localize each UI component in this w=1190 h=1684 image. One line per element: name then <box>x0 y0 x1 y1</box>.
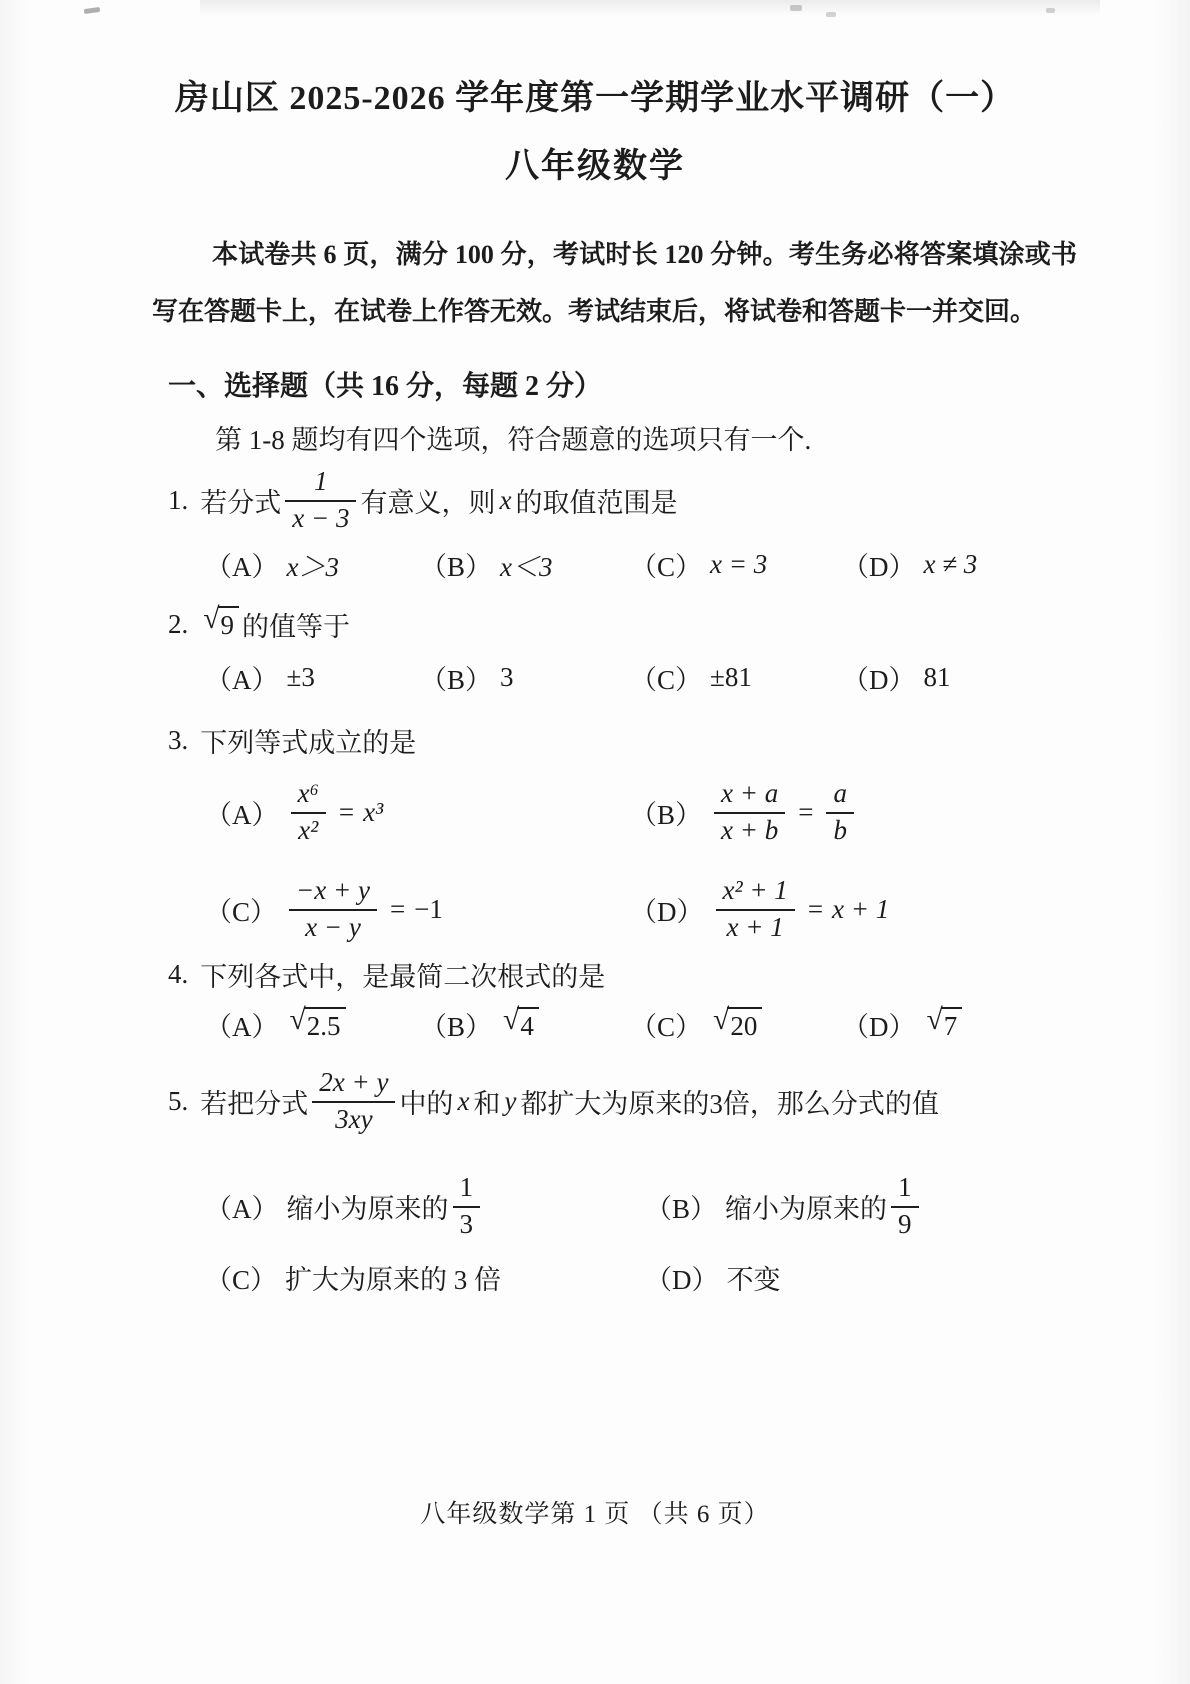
page-footer: 八年级数学第 1 页 （共 6 页） <box>420 1501 770 1528</box>
question-stem-text: 有意义，则 <box>360 487 496 518</box>
question-4 <box>168 952 1150 996</box>
square-root <box>503 1003 539 1042</box>
math-variable: y <box>504 1085 517 1116</box>
option-c <box>630 545 842 584</box>
option-label: （A） <box>205 799 279 830</box>
fraction <box>826 777 854 848</box>
math-variable: x <box>457 1085 470 1116</box>
fraction <box>289 874 377 945</box>
radicand: 9 <box>218 606 240 641</box>
fraction-denominator: 3 <box>459 1208 473 1239</box>
scan-speck <box>790 5 802 11</box>
math-variable: x <box>499 484 512 515</box>
fraction-numerator: x⁶ <box>291 777 326 814</box>
question-stem-text: 和 <box>473 1088 501 1119</box>
option-text: 不变 <box>726 1264 781 1295</box>
option-a <box>205 1005 420 1044</box>
question-stem-text: 都扩大为原来的3倍，那么分式的值 <box>520 1088 939 1119</box>
option-label: （B） <box>645 1193 718 1224</box>
option-d <box>842 658 1150 697</box>
option-value: 81 <box>923 662 951 692</box>
fraction-denominator: x + b <box>721 814 779 845</box>
equals-sign: = <box>389 893 406 924</box>
option-a <box>205 658 420 697</box>
fraction-numerator: 1 <box>891 1171 919 1208</box>
option-a <box>205 777 630 848</box>
question-number: 2. <box>168 608 189 639</box>
fraction-denominator: x − y <box>305 911 361 942</box>
question-number: 4. <box>168 958 189 989</box>
option-a <box>205 1171 645 1242</box>
radical-sign: √ <box>713 1003 730 1036</box>
option-label: （A） <box>205 665 279 695</box>
option-value: x ≠ 3 <box>923 549 978 579</box>
option-label: （B） <box>420 665 493 695</box>
fraction <box>891 1171 919 1242</box>
question-4-options <box>205 1005 1150 1044</box>
option-text: 缩小为原来的 <box>286 1193 449 1224</box>
fraction <box>453 1171 481 1242</box>
question-1 <box>168 455 1150 545</box>
option-label: （C） <box>630 1012 703 1042</box>
option-b <box>420 658 630 697</box>
question-number: 1. <box>168 484 189 515</box>
fraction-numerator: 2x + y <box>312 1066 395 1103</box>
equals-sign: = <box>807 893 824 924</box>
square-root <box>713 1003 762 1042</box>
section-heading: 一、选择题（共 16 分，每题 2 分） <box>168 371 603 402</box>
option-value: 3 <box>500 662 514 692</box>
fraction-numerator: 1 <box>453 1171 481 1208</box>
fraction-denominator: b <box>833 814 847 845</box>
option-c <box>630 1005 842 1044</box>
option-b <box>420 1005 630 1044</box>
question-stem-text: 中的 <box>399 1088 454 1119</box>
radicand: 20 <box>727 1007 762 1042</box>
option-b <box>420 545 630 584</box>
option-d <box>842 1005 1150 1044</box>
fraction <box>714 777 785 848</box>
option-label: （C） <box>630 665 703 695</box>
fraction-numerator: a <box>826 777 854 814</box>
scan-speck <box>1046 8 1055 13</box>
radical-sign: √ <box>503 1003 520 1036</box>
question-1-options <box>205 545 1150 584</box>
fraction-numerator: x + a <box>714 777 785 814</box>
fraction <box>716 874 795 945</box>
question-5-options-row-1 <box>205 1162 1150 1250</box>
radical-sign: √ <box>926 1003 943 1036</box>
equation-rhs: −1 <box>414 893 443 924</box>
scan-smudge <box>200 0 1100 16</box>
option-label: （B） <box>420 1012 493 1042</box>
option-label: （A） <box>205 1193 279 1224</box>
exam-instructions: 本试卷共 6 页，满分 100 分，考试时长 120 分钟。考生务必将答案填涂或书写在答题卡上，在试卷上作答无效。考试结束后，将试卷和答题卡一并交回。 <box>152 240 1077 327</box>
question-5-options-row-2 <box>205 1255 1150 1299</box>
option-a <box>205 545 420 584</box>
option-b <box>645 1171 1150 1242</box>
option-value: ±3 <box>286 662 315 692</box>
option-label: （D） <box>630 896 704 927</box>
question-2 <box>168 602 1150 646</box>
radical-sign: √ <box>289 1003 306 1036</box>
fraction-denominator: x + 1 <box>726 911 784 942</box>
fraction-numerator: −x + y <box>289 874 377 911</box>
fraction-denominator: x − 3 <box>292 502 350 533</box>
question-stem-text: 下列等式成立的是 <box>200 727 417 758</box>
fraction <box>312 1066 395 1137</box>
option-label: （D） <box>842 665 916 695</box>
fraction <box>291 777 326 848</box>
question-stem-prefix: 若分式 <box>200 487 282 518</box>
option-label: （C） <box>205 896 278 927</box>
question-stem-prefix: 若把分式 <box>200 1088 309 1119</box>
exam-title: 房山区 2025-2026 学年度第一学期学业水平调研（一） <box>174 80 1016 117</box>
equation-rhs: x³ <box>363 796 384 827</box>
radicand: 7 <box>941 1007 963 1042</box>
square-root <box>926 1003 963 1042</box>
fraction-numerator: 1 <box>285 465 356 502</box>
option-label: （C） <box>205 1264 278 1295</box>
scan-speck <box>826 12 836 17</box>
question-number: 5. <box>168 1085 189 1116</box>
question-5 <box>168 1055 1150 1147</box>
question-2-options <box>205 658 1150 697</box>
option-d <box>645 1258 1150 1297</box>
option-label: （D） <box>842 1012 916 1042</box>
question-3 <box>168 718 1150 762</box>
option-value: ±81 <box>710 662 752 692</box>
exam-subtitle: 八年级数学 <box>505 148 685 185</box>
option-label: （D） <box>842 552 916 582</box>
radicand: 4 <box>517 1007 539 1042</box>
option-label: （C） <box>630 552 703 582</box>
option-c <box>630 658 842 697</box>
radical-sign: √ <box>203 603 220 636</box>
option-value: x＞3 <box>286 552 339 582</box>
question-3-options-row-2 <box>205 860 1150 958</box>
fraction-denominator: x² <box>298 814 319 845</box>
fraction-denominator: 3xy <box>335 1103 373 1134</box>
question-stem-text: 的值等于 <box>242 611 351 642</box>
option-c <box>205 874 630 945</box>
option-d <box>630 874 1150 945</box>
question-stem-text: 下列各式中，是最简二次根式的是 <box>200 961 606 992</box>
fraction <box>285 465 356 536</box>
option-d <box>842 545 1150 584</box>
question-3-options-row-1 <box>205 763 1150 861</box>
equation-rhs: x + 1 <box>832 893 890 924</box>
fraction-numerator: x² + 1 <box>716 874 795 911</box>
equals-sign: = <box>338 796 355 827</box>
option-text: 扩大为原来的 3 倍 <box>285 1264 502 1295</box>
square-root <box>289 1003 346 1042</box>
section-note: 第 1-8 题均有四个选项，符合题意的选项只有一个. <box>215 425 812 455</box>
option-value: x = 3 <box>710 549 768 579</box>
question-stem-text: 的取值范围是 <box>515 487 678 518</box>
option-label: （D） <box>645 1264 719 1295</box>
option-label: （A） <box>205 1012 279 1042</box>
question-number: 3. <box>168 724 189 755</box>
radicand: 2.5 <box>304 1007 346 1042</box>
option-text: 缩小为原来的 <box>725 1193 888 1224</box>
option-label: （A） <box>205 552 279 582</box>
option-c <box>205 1258 645 1297</box>
scan-speck <box>84 7 101 14</box>
square-root <box>203 603 239 641</box>
fraction-denominator: 9 <box>898 1208 912 1239</box>
option-label: （B） <box>630 799 703 830</box>
equals-sign: = <box>798 796 814 827</box>
option-b <box>630 777 1150 848</box>
option-label: （B） <box>420 552 493 582</box>
option-value: x＜3 <box>500 552 553 582</box>
